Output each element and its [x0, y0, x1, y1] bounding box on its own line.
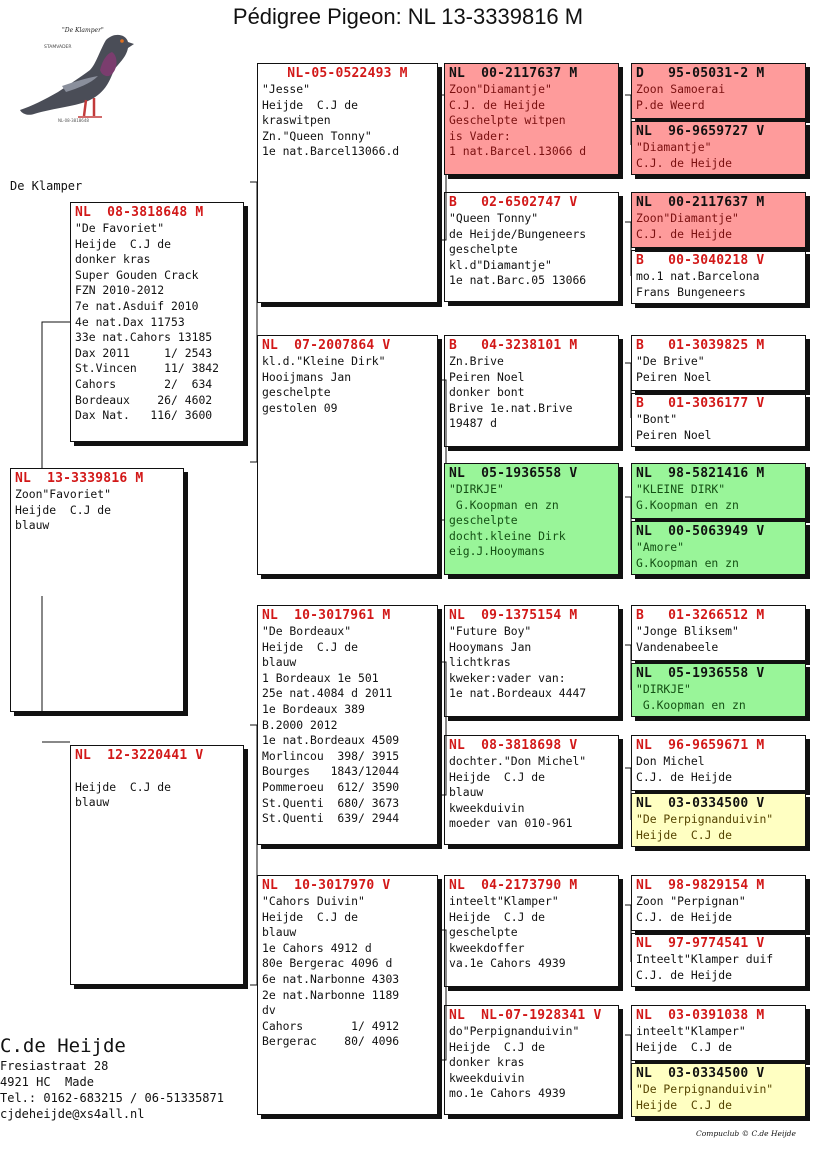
mm-line: blauw — [262, 925, 297, 940]
subject-line: blauw — [15, 518, 50, 533]
g14-card — [631, 933, 806, 987]
mfm-ring: NL 08-3818698 V — [449, 738, 578, 753]
mmf-line: Heijde C.J de — [449, 909, 546, 924]
fmm-line: docht.kleine Dirk — [449, 528, 566, 543]
fmf-line: 19487 d — [449, 416, 498, 431]
fm-line: geschelpte — [262, 385, 331, 400]
mfm-line: blauw — [449, 785, 484, 800]
g6-ring: B 01-3036177 V — [636, 396, 765, 411]
g7-line: G.Koopman en zn — [636, 497, 739, 512]
mf-line: St.Quenti 639/ 2944 — [262, 811, 400, 826]
fmm-ring: NL 05-1936558 V — [449, 466, 578, 481]
g4-card — [631, 250, 806, 304]
fmm-line: G.Koopman en zn — [449, 497, 559, 512]
fmm-line: eig.J.Hooymans — [449, 544, 546, 559]
mm-line: 80e Bergerac 4096 d — [262, 956, 393, 971]
subject-line: Heijde C.J de — [15, 502, 112, 517]
mff-card — [444, 605, 619, 717]
mmm-line: mo.1e Cahors 4939 — [449, 1086, 566, 1101]
father-line: Cahors 2/ 634 — [75, 376, 213, 391]
g15-line: Heijde C.J de — [636, 1039, 733, 1054]
father-line: "De Favoriet" — [75, 221, 165, 235]
page-title: Pédigree Pigeon: NL 13-3339816 M — [232, 4, 584, 29]
g3-card — [631, 192, 806, 248]
fm-line: Hooijmans Jan — [262, 369, 352, 384]
mmf-line: inteelt"Klamper" — [449, 894, 559, 908]
g12-card — [631, 793, 806, 847]
fff-line: Geschelpte witpen — [449, 113, 566, 128]
mother-card — [70, 745, 244, 985]
g9-line: "Jonge Bliksem" — [636, 624, 739, 638]
g16-card — [631, 1063, 806, 1117]
mf-line: Heijde C.J de — [262, 639, 359, 654]
owner-name: C.de Heijde — [0, 1035, 126, 1057]
mfm-line: moeder van 010-961 — [449, 816, 573, 831]
g4-line: mo.1 nat.Barcelona — [636, 269, 760, 283]
mf-line: B.2000 2012 — [262, 717, 338, 732]
owner-phone: Tel.: 0162-683215 / 06-51335871 — [0, 1091, 224, 1105]
g15-ring: NL 03-0391038 M — [636, 1008, 765, 1023]
mmf-line: geschelpte — [449, 925, 518, 940]
father-line: Dax Nat. 116/ 3600 — [75, 408, 213, 423]
mfm-line: dochter."Don Michel" — [449, 754, 587, 768]
g7-ring: NL 98-5821416 M — [636, 466, 765, 481]
father-line: 33e nat.Cahors 13185 — [75, 330, 213, 345]
g1-line: Zoon Samoerai — [636, 82, 726, 96]
subject-pigeon-ring: NL 13-3339816 M — [15, 471, 144, 486]
fmf-line: Brive 1e.nat.Brive — [449, 400, 573, 415]
g4-ring: B 00-3040218 V — [636, 253, 765, 268]
mff-ring: NL 09-1375154 M — [449, 608, 578, 623]
g7-line: "KLEINE DIRK" — [636, 482, 726, 496]
g9-line: Vandenabeele — [636, 639, 719, 654]
owner-email[interactable]: cjdeheijde@xs4all.nl — [0, 1107, 145, 1121]
mff-line: 1e nat.Bordeaux 4447 — [449, 686, 587, 701]
g2-line: C.J. de Heijde — [636, 155, 733, 170]
mm-line: dv — [262, 1003, 276, 1018]
ffm-line: de Heijde/Bungeneers — [449, 226, 587, 241]
mff-line: lichtkras — [449, 655, 511, 670]
mf-line: Pommeroeu 612/ 3590 — [262, 779, 400, 794]
ff-line: Heijde C.J de — [262, 97, 359, 112]
fmf-ring: B 04-3238101 M — [449, 338, 578, 353]
mf-line: Morlincou 398/ 3915 — [262, 748, 400, 763]
g1-card — [631, 63, 806, 119]
g10-line: "DIRKJE" — [636, 682, 691, 696]
mm-ring: NL 10-3017970 V — [262, 878, 391, 893]
owner-address-line: Fresiastraat 28 — [0, 1059, 109, 1073]
mm-line: 1e Cahors 4912 d — [262, 940, 372, 955]
fff-card — [444, 63, 619, 175]
g13-line: Zoon "Perpignan" — [636, 894, 746, 908]
mff-line: kweker:vader van: — [449, 670, 566, 685]
ffm-ring: B 02-6502747 V — [449, 195, 578, 210]
g12-ring: NL 03-0334500 V — [636, 796, 765, 811]
g8-line: G.Koopman en zn — [636, 555, 739, 570]
g15-line: inteelt"Klamper" — [636, 1024, 746, 1038]
logo-caption-top: "De Klamper" — [62, 27, 104, 34]
father-line: St.Vincen 11/ 3842 — [75, 361, 220, 376]
logo-caption-bottom: NL-08-3818648 — [58, 118, 89, 123]
fff-line: Zoon"Diamantje" — [449, 82, 552, 96]
g11-line: Don Michel — [636, 754, 705, 768]
g14-ring: NL 97-9774541 V — [636, 936, 765, 951]
owner-address-line: 4921 HC Made — [0, 1075, 94, 1089]
g2-ring: NL 96-9659727 V — [636, 124, 765, 139]
fff-line: is Vader: — [449, 128, 511, 143]
ffm-line: "Queen Tonny" — [449, 211, 539, 225]
mff-line: Hooymans Jan — [449, 639, 532, 654]
g4-line: Frans Bungeneers — [636, 284, 746, 299]
ff-line: "Jesse" — [262, 82, 311, 96]
mmm-card — [444, 1005, 619, 1115]
father-line: Dax 2011 1/ 2543 — [75, 345, 213, 360]
g5-line: Peiren Noel — [636, 369, 712, 384]
mmm-ring: NL NL-07-1928341 V — [449, 1008, 602, 1023]
father-line: FZN 2010-2012 — [75, 283, 165, 298]
g8-ring: NL 00-5063949 V — [636, 524, 765, 539]
mf-line: Bourges 1843/12044 — [262, 764, 400, 779]
mf-line: 1e nat.Bordeaux 4509 — [262, 733, 400, 748]
g3-ring: NL 00-2117637 M — [636, 195, 765, 210]
g11-card — [631, 735, 806, 791]
owner-block — [0, 1034, 224, 1122]
father-line: 4e nat.Dax 11753 — [75, 314, 185, 329]
g12-line: Heijde C.J de — [636, 827, 733, 842]
mf-line: 1e Bordeaux 389 — [262, 701, 365, 716]
father-ring: NL 08-3818648 M — [75, 205, 204, 220]
nickname-label: De Klamper — [10, 179, 83, 193]
g2-card — [631, 121, 806, 175]
father-card — [70, 202, 244, 442]
g15-card — [631, 1005, 806, 1061]
ffm-line: geschelpte — [449, 242, 518, 257]
g8-card — [631, 521, 806, 575]
fmf-card — [444, 335, 619, 447]
ff-line: kraswitpen — [262, 113, 331, 128]
fff-line: C.J. de Heijde — [449, 97, 546, 112]
g12-line: "De Perpignanduivin" — [636, 812, 774, 826]
g2-line: "Diamantje" — [636, 140, 712, 154]
g14-line: Inteelt"Klamper duif — [636, 952, 774, 966]
g6-card — [631, 393, 806, 447]
mmm-line: kweekduivin — [449, 1070, 525, 1085]
fmm-line: geschelpte — [449, 513, 518, 528]
mmf-ring: NL 04-2173790 M — [449, 878, 578, 893]
fm-line: gestolen 09 — [262, 400, 338, 415]
subject-line: Zoon"Favoriet" — [15, 487, 112, 501]
g11-ring: NL 96-9659671 M — [636, 738, 765, 753]
fmf-line: Peiren Noel — [449, 369, 525, 384]
ff-card — [257, 63, 438, 303]
g6-line: "Bont" — [636, 412, 678, 426]
mf-line: 1 Bordeaux 1e 501 — [262, 670, 379, 685]
g5-ring: B 01-3039825 M — [636, 338, 765, 353]
g16-line: "De Perpignanduivin" — [636, 1082, 774, 1096]
fff-ring: NL 00-2117637 M — [449, 66, 578, 81]
mf-line: "De Bordeaux" — [262, 624, 352, 638]
father-line: 7e nat.Asduif 2010 — [75, 298, 199, 313]
fmf-line: donker bont — [449, 385, 525, 400]
mf-card — [257, 605, 438, 845]
ffm-line: kl.d"Diamantje" — [449, 257, 552, 272]
g9-card — [631, 605, 806, 661]
mmf-line: kweekdoffer — [449, 940, 525, 955]
g10-card — [631, 663, 806, 717]
mother-line — [75, 764, 239, 780]
mm-line: 6e nat.Narbonne 4303 — [262, 971, 400, 986]
ff-ring: NL-05-0522493 M — [287, 66, 408, 81]
mm-line: "Cahors Duivin" — [262, 894, 365, 908]
ff-line: Zn."Queen Tonny" — [262, 128, 372, 143]
father-line: Bordeaux 26/ 4602 — [75, 392, 213, 407]
footer-credit: Compuclub © C.de Heijde — [696, 1129, 796, 1138]
g16-line: Heijde C.J de — [636, 1097, 733, 1112]
g13-line: C.J. de Heijde — [636, 909, 733, 924]
g14-line: C.J. de Heijde — [636, 967, 733, 982]
g6-line: Peiren Noel — [636, 427, 712, 442]
mmm-line: Heijde C.J de — [449, 1039, 546, 1054]
mff-line: "Future Boy" — [449, 624, 532, 638]
mmm-line: donker kras — [449, 1055, 525, 1070]
g1-ring: D 95-05031-2 M — [636, 66, 765, 81]
subject-pigeon-card — [10, 468, 184, 712]
g10-line: G.Koopman en zn — [636, 697, 746, 712]
g13-card — [631, 875, 806, 931]
mother-line: Heijde C.J de — [75, 779, 172, 794]
g8-line: "Amore" — [636, 540, 685, 554]
mother-line: blauw — [75, 795, 110, 810]
mm-line: Cahors 1/ 4912 — [262, 1018, 400, 1033]
fm-line: kl.d."Kleine Dirk" — [262, 354, 386, 368]
fmf-line: Zn.Brive — [449, 354, 504, 368]
ffm-line: 1e nat.Barc.05 13066 — [449, 273, 587, 288]
mfm-line: kweekduivin — [449, 800, 525, 815]
mmm-line: do"Perpignanduivin" — [449, 1024, 580, 1038]
fm-ring: NL 07-2007864 V — [262, 338, 391, 353]
mfm-line: Heijde C.J de — [449, 769, 546, 784]
mf-line: St.Quenti 680/ 3673 — [262, 795, 400, 810]
mf-ring: NL 10-3017961 M — [262, 608, 391, 623]
father-line: donker kras — [75, 252, 151, 267]
g3-line: C.J. de Heijde — [636, 226, 733, 241]
mm-line: Bergerac 80/ 4096 — [262, 1034, 400, 1049]
mf-line: blauw — [262, 655, 297, 670]
mmf-card — [444, 875, 619, 987]
g16-ring: NL 03-0334500 V — [636, 1066, 765, 1081]
father-line: Super Gouden Crack — [75, 267, 199, 282]
fm-card — [257, 335, 438, 575]
fff-line: 1 nat.Barcel.13066 d — [449, 144, 587, 159]
father-line: Heijde C.J de — [75, 236, 172, 251]
g1-line: P.de Weerd — [636, 97, 705, 112]
g7-card — [631, 463, 806, 519]
mfm-card — [444, 735, 619, 845]
g10-ring: NL 05-1936558 V — [636, 666, 765, 681]
g9-ring: B 01-3266512 M — [636, 608, 765, 623]
mm-line: Heijde C.J de — [262, 909, 359, 924]
g11-line: C.J. de Heijde — [636, 769, 733, 784]
g5-line: "De Brive" — [636, 354, 705, 368]
mf-line: 25e nat.4084 d 2011 — [262, 686, 393, 701]
mmf-line: va.1e Cahors 4939 — [449, 956, 566, 971]
ff-line: 1e nat.Barcel13066.d — [262, 144, 400, 159]
mother-ring: NL 12-3220441 V — [75, 748, 204, 763]
ffm-card — [444, 192, 619, 302]
g5-card — [631, 335, 806, 391]
mm-card — [257, 875, 438, 1115]
g13-ring: NL 98-9829154 M — [636, 878, 765, 893]
logo-caption-mid: STAMVADER — [44, 45, 72, 50]
mm-line: 2e nat.Narbonne 1189 — [262, 987, 400, 1002]
fmm-card — [444, 463, 619, 575]
fmm-line: "DIRKJE" — [449, 482, 504, 496]
g3-line: Zoon"Diamantje" — [636, 211, 739, 225]
